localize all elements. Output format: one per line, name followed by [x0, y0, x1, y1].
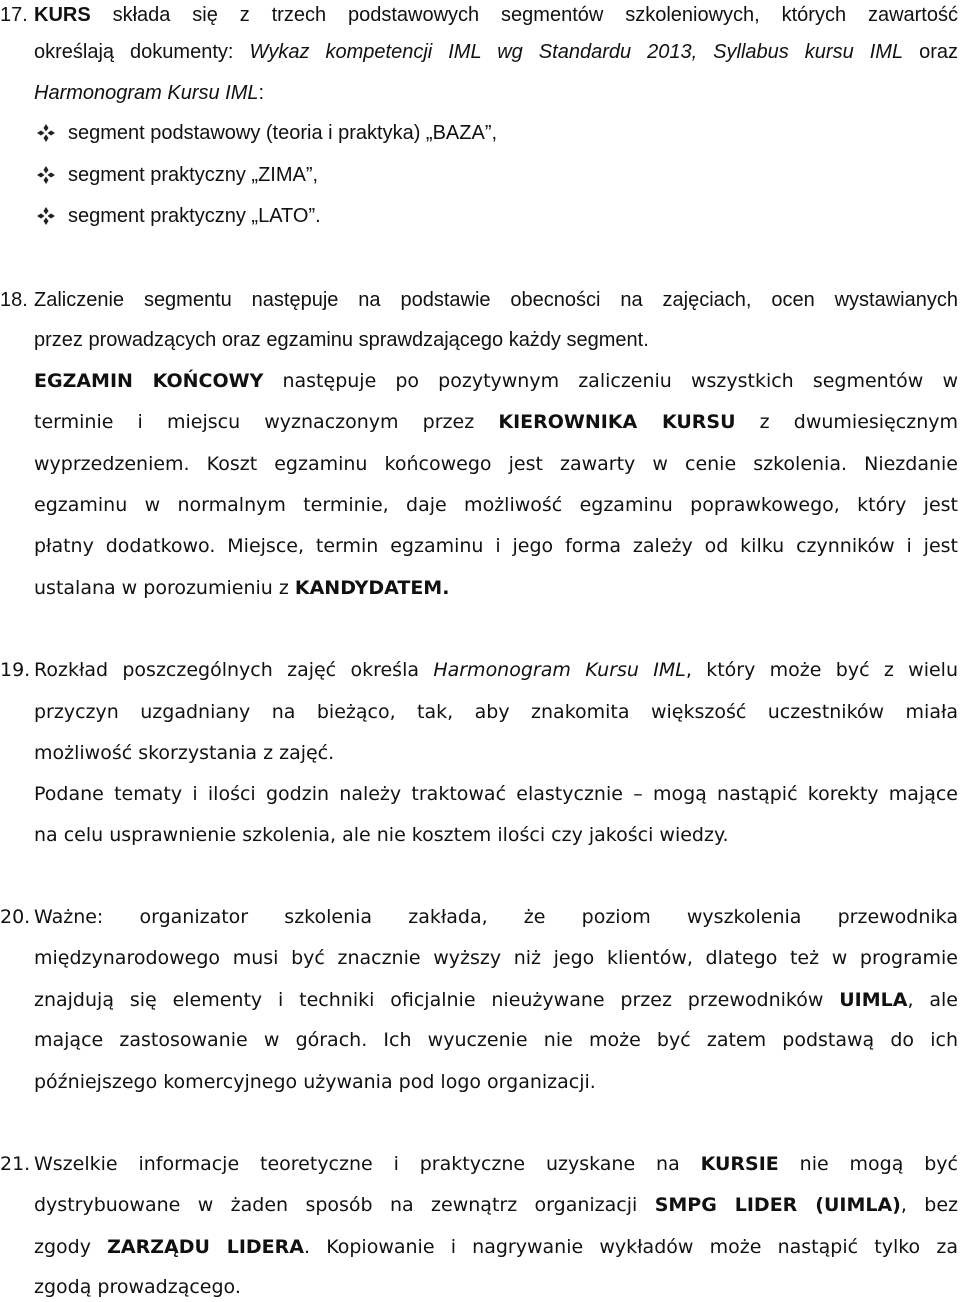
segment-item: segment podstawowy (teoria i praktyka) „BAZA”,: [68, 122, 498, 144]
item-21-number: 21.: [0, 1153, 31, 1175]
item-18-line-3: EGZAMIN KOŃCOWY następuje po pozytywnym zaliczeniu wszystkich segmentów w: [34, 370, 958, 392]
item-18-line-2: przez prowadzących oraz egzaminu sprawdzającego każdy segment.: [34, 329, 649, 351]
item-19-line-2: przyczyn uzgadniany na bieżąco, tak, aby znakomita większość uczestników miała: [34, 701, 958, 723]
item-20-line-4: mające zastosowanie w górach. Ich wyuczenie nie może być zatem podstawą do ich: [34, 1029, 958, 1051]
item-20-number: 20.: [0, 906, 31, 928]
item-17-line-3: Harmonogram Kursu IML:: [34, 82, 265, 104]
smpg-lider-term: SMPG LIDER (UIMLA): [654, 1194, 901, 1216]
uimla-term: UIMLA: [839, 989, 908, 1011]
segment-item: segment praktyczny „ZIMA”,: [68, 164, 319, 186]
item-20-line-2: międzynarodowego musi być znacznie wyższy niż jego klientów, dlatego też w programie: [34, 947, 958, 969]
diamond-bullet-icon: [35, 201, 57, 231]
item-18-line-1: 18. Zaliczenie segmentu następuje na podstawie obecności na zajęciach, ocen wystawianych: [34, 285, 958, 315]
item-20-line-5: późniejszego komercyjnego używania pod logo organizacji.: [34, 1071, 596, 1093]
item-21-line-4: zgodą prowadzącego.: [34, 1276, 241, 1298]
harmonogram-title: Harmonogram Kursu IML: [433, 659, 686, 681]
harmonogram-title: Harmonogram Kursu IML: [34, 82, 259, 104]
item-18-line-6: egzaminu w normalnym terminie, daje możliwość egzaminu poprawkowego, który jest: [34, 494, 958, 516]
item-21-line-2: dystrybuowane w żaden sposób na zewnątrz organizacji SMPG LIDER (UIMLA), bez: [34, 1194, 958, 1216]
item-20-line-1: 20. Ważne: organizator szkolenia zakłada, że poziom wyszkolenia przewodnika: [34, 902, 958, 932]
segment-item: segment praktyczny „LATO”.: [68, 205, 321, 227]
item-19-line-4: Podane tematy i ilości godzin należy traktować elastycznie – mogą nastąpić korekty mające: [34, 783, 958, 805]
document-titles: Wykaz kompetencji IML wg Standardu 2013, Syllabus kursu IML: [249, 41, 904, 63]
item-19-number: 19.: [0, 659, 31, 681]
item-21-line-3: zgody ZARZĄDU LIDERA. Kopiowanie i nagrywanie wykładów może nastąpić tylko za: [34, 1236, 958, 1258]
item-18-line-4: terminie i miejscu wyznaczonym przez KIEROWNIKA KURSU z dwumiesięcznym: [34, 411, 958, 433]
item-20-line-3: znajdują się elementy i techniki oficjalnie nieużywane przez przewodników UIMLA, ale: [34, 989, 958, 1011]
item-18-line-5: wyprzedzeniem. Koszt egzaminu końcowego jest zawarty w cenie szkolenia. Niezdanie: [34, 453, 958, 475]
kierownik-term: KIEROWNIKA KURSU: [498, 411, 736, 433]
kandydat-term: KANDYDATEM.: [294, 577, 450, 599]
item-19-line-3: możliwość skorzystania z zajęć.: [34, 742, 335, 764]
item-17-line-1: 17. KURS składa się z trzech podstawowych segmentów szkoleniowych, których zawartość: [34, 0, 958, 30]
zarzad-term: ZARZĄDU LIDERA: [107, 1236, 304, 1258]
item-18-number: 18.: [0, 289, 28, 311]
diamond-bullet-icon: [35, 160, 57, 190]
item-18-line-8: ustalana w porozumieniu z KANDYDATEM.: [34, 577, 450, 599]
item-21-line-1: 21. Wszelkie informacje teoretyczne i praktyczne uzyskane na KURSIE nie mogą być: [34, 1149, 958, 1179]
item-17-number: 17.: [0, 4, 28, 26]
kursie-term: KURSIE: [700, 1153, 779, 1175]
diamond-bullet-icon: [35, 118, 57, 148]
item-18-line-7: płatny dodatkowo. Miejsce, termin egzaminu i jego forma zależy od kilku czynników i jest: [34, 535, 958, 557]
kurs-term: KURS: [34, 4, 91, 26]
item-17-line-2: określają dokumenty: Wykaz kompetencji IML wg Standardu 2013, Syllabus kursu IML oraz: [34, 41, 958, 63]
item-19-line-1: 19. Rozkład poszczególnych zajęć określa Harmonogram Kursu IML, który może być z wielu: [34, 655, 958, 685]
exam-term: EGZAMIN KOŃCOWY: [34, 370, 264, 392]
item-19-line-5: na celu usprawnienie szkolenia, ale nie kosztem ilości czy jakości wiedzy.: [34, 824, 729, 846]
